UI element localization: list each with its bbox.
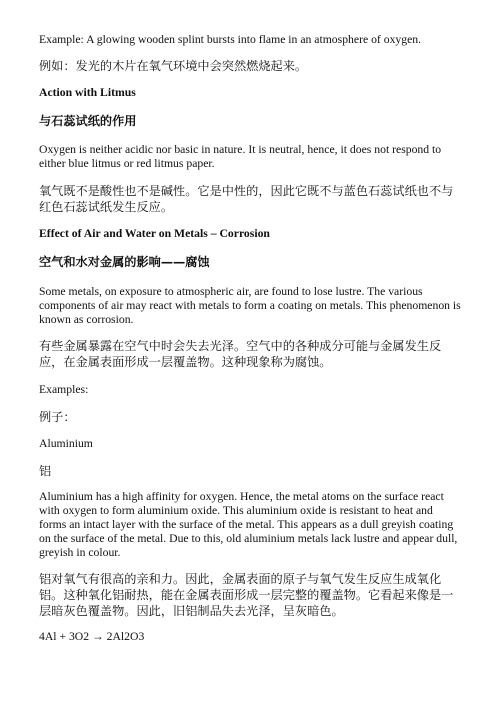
example-splint-text: Example: A glowing wooden splint bursts into flame in an atmosphere of oxygen. (39, 33, 422, 46)
litmus-paragraph-zh: 氧气既不是酸性也不是碱性。它是中性的，因此它既不与蓝色石蕊试纸也不与红色石蕊试纸发生反应。 (39, 184, 454, 214)
example-splint-text-zh: 例如：发光的木片在氧气环境中会突然燃烧起来。 (39, 59, 308, 73)
examples-label: Examples: (39, 383, 89, 396)
heading-corrosion: Effect of Air and Water on Metals – Corrosion (39, 227, 270, 240)
litmus-paragraph: Oxygen is neither acidic nor basic in nature. It is neutral, hence, it does not respond to either blue litmus or red litmus paper. (39, 143, 442, 170)
corrosion-paragraph: Some metals, on exposure to atmospheric air, are found to lose lustre. The various components of air may react with metals to form a coating on metals. This phenomenon is known as corrosion. (39, 285, 461, 326)
heading-litmus-zh: 与石蕊试纸的作用 (39, 114, 137, 128)
corrosion-paragraph-zh: 有些金属暴露在空气中时会失去光泽。空气中的各种成分可能与金属发生反应，在金属表面形成一层覆盖物。这种现象称为腐蚀。 (39, 339, 442, 369)
aluminium-label-zh: 铝 (39, 464, 52, 478)
heading-corrosion-zh: 空气和水对金属的影响——腐蚀 (39, 255, 210, 269)
examples-label-zh: 例子： (39, 410, 76, 424)
aluminium-paragraph-zh: 铝对氧气有很高的亲和力。因此，金属表面的原子与氧气发生反应生成氧化铝。这种氧化铝耐热，能在金属表面形成一层完整的覆盖物。它看起来像是一层暗灰色覆盖物。因此，旧铝制品失去光泽，呈灰暗色。 (39, 572, 454, 618)
aluminium-paragraph: Aluminium has a high affinity for oxygen. Hence, the metal atoms on the surface react with oxygen to form aluminium oxide. This aluminium oxide is resistant to heat and forms an intact layer with the surface of the metal. This appears as a dull greyish coating on the surface of the metal. Due to this, old aluminium metals lack lustre and appear dull, greyish in colour. (39, 490, 458, 559)
aluminium-equation: 4Al + 3O2 → 2Al2O3 (39, 630, 145, 643)
aluminium-label: Aluminium (39, 437, 93, 450)
heading-litmus: Action with Litmus (39, 86, 136, 99)
